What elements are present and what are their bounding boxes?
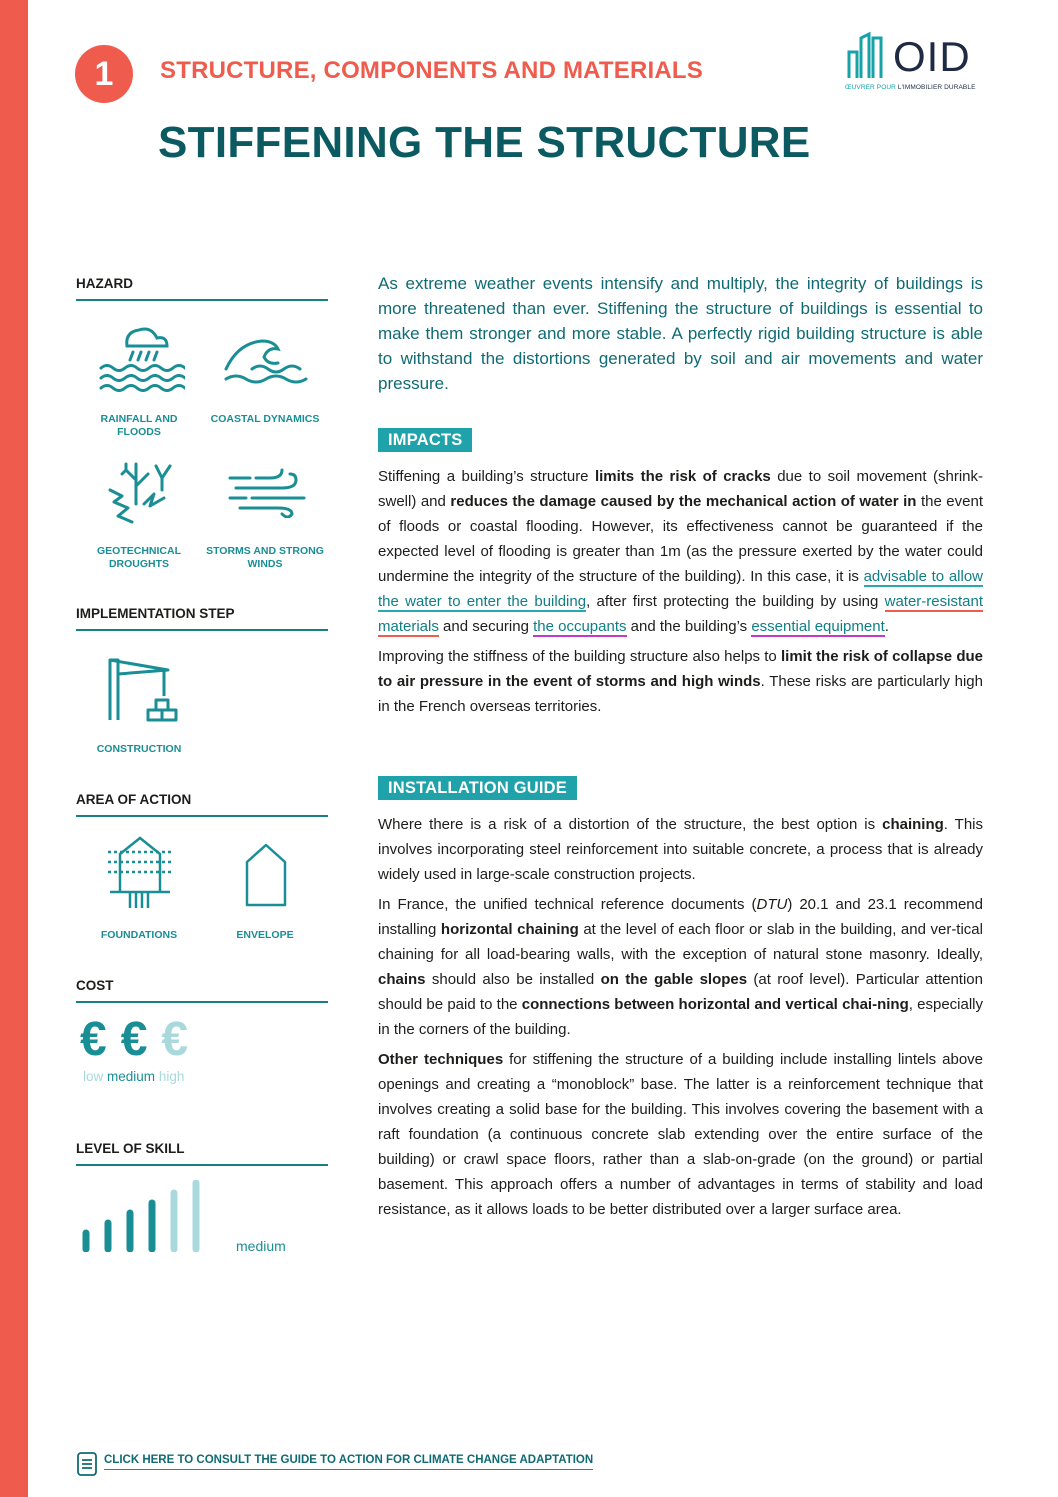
skill-level-bars: [82, 1180, 202, 1252]
drought-icon: [104, 460, 176, 524]
link-allow-water[interactable]: advisable to allow the water to enter the building: [378, 568, 983, 610]
impacts-tag: IMPACTS: [378, 428, 472, 452]
skill-level-value: medium: [236, 1238, 286, 1254]
wind-icon: [226, 466, 310, 518]
cost-scale: [80, 1012, 188, 1067]
impacts-paragraph-1: Stiffening a building’s structure limits the risk of cracks due to soil movement (shrink-swell) and reduces the damage caused by the mechanical action of water in the event of floods or coastal flooding. However, its effectiveness cannot be guaranteed if the expected level of flooding is greater than 1m (as the pressure exerted by the water could undermine the integrity of the structure of the building). In this case, it is advisable to allow the water to enter the building, after first protecting the building by using water-resistant materials and securing the occupants and the building’s essential equipment.: [378, 468, 983, 635]
link-the-occupants[interactable]: the occupants: [533, 618, 627, 635]
euro-icon-2: €: [120, 1013, 148, 1066]
crane-icon: [104, 654, 180, 724]
installation-body: [378, 812, 983, 1227]
implementation-label-construction: CONSTRUCTION: [96, 743, 182, 755]
installation-tag: INSTALLATION GUIDE: [378, 776, 577, 800]
cost-label-medium: medium: [107, 1069, 156, 1084]
chapter-title: STRUCTURE, COMPONENTS AND MATERIALS: [160, 57, 703, 84]
lead-paragraph: As extreme weather events intensify and multiply, the integrity of buildings is more threatened than ever. Stiffening the structure of buildings is essential to make them stronger and more stable. A perfectly rigid building structure is able to withstand the distortions generated by soil and air movements and water pressure.: [378, 274, 983, 393]
cost-level-labels: [83, 1069, 184, 1084]
impacts-body: [378, 464, 983, 724]
implementation-heading: IMPLEMENTATION STEP: [76, 606, 328, 631]
document-icon: [76, 1451, 98, 1477]
rain-flood-icon: [97, 322, 185, 400]
hazard-label-coastal: COASTAL DYNAMICS: [210, 413, 320, 425]
area-heading: AREA OF ACTION: [76, 792, 328, 817]
chapter-number-badge: 1: [75, 45, 133, 103]
hazard-label-drought: GEOTECHNICAL DROUGHTS: [97, 545, 181, 570]
guide-link[interactable]: CLICK HERE TO CONSULT THE GUIDE TO ACTION FOR CLIMATE CHANGE ADAPTATION: [104, 1454, 593, 1470]
installation-paragraph-2: In France, the unified technical reference documents (DTU) 20.1 and 23.1 recommend installing horizontal chaining at the level of each floor or slab in the building, and ver-tical chaining for all load-bearing walls, with the exception of natural stone masonry. Ideally, chains should also be installed on the gable slopes (at roof level). Particular attention should be paid to the connections between horizontal and vertical chai-ning, especially in the corners of the building.: [378, 896, 984, 1038]
skill-heading: LEVEL OF SKILL: [76, 1141, 328, 1166]
installation-paragraph-1: Where there is a risk of a distortion of the structure, the best option is chaining. This involves incorporating steel reinforcement into suitable concrete, a process that is already widely used in large-scale construction projects.: [378, 816, 983, 883]
impacts-paragraph-2: Improving the stiffness of the building structure also helps to limit the risk of collapse due to air pressure in the event of storms and high winds. These risks are particularly high in the French overseas territories.: [378, 648, 983, 715]
euro-icon-1: €: [80, 1013, 107, 1066]
envelope-icon: [244, 842, 288, 908]
link-essential-equipment[interactable]: essential equipment: [751, 618, 885, 635]
link-water-resistant-materials[interactable]: water-resistant materials: [378, 593, 983, 635]
area-label-envelope: ENVELOPE: [236, 929, 294, 941]
left-accent-stripe: [0, 0, 28, 1497]
logo-text: OID: [893, 33, 971, 80]
logo-tagline: ŒUVRER POUR L'IMMOBILIER DURABLE: [845, 84, 976, 91]
page-title: STIFFENING THE STRUCTURE: [158, 118, 811, 167]
hazard-heading: HAZARD: [76, 276, 328, 301]
cost-label-high: high: [158, 1069, 185, 1084]
foundations-icon: [106, 836, 174, 912]
euro-icon-3: €: [161, 1013, 189, 1066]
area-label-foundations: FOUNDATIONS: [100, 929, 178, 941]
wave-icon: [222, 335, 310, 385]
hazard-label-rainfall: RAINFALL AND FLOODS: [100, 413, 178, 438]
cost-heading: COST: [76, 978, 328, 1003]
hazard-label-storms: STORMS AND STRONG WINDS: [206, 545, 324, 570]
cost-label-low: low: [83, 1069, 104, 1084]
installation-paragraph-3: Other techniques for stiffening the structure of a building include installing lintels above openings and creating a “monoblock” base. The latter is a reinforcement technique that involves creating a solid base for the building. This involves covering the basement with a raft foundation (a continuous concrete slab extending over the entire surface of the building) or crawl space floors, rather than a slab-on-grade (on the ground) or partial basement. This approach offers a number of advantages in terms of stability and load resistance, as it allows loads to be better distributed over a larger surface area.: [378, 1051, 984, 1218]
